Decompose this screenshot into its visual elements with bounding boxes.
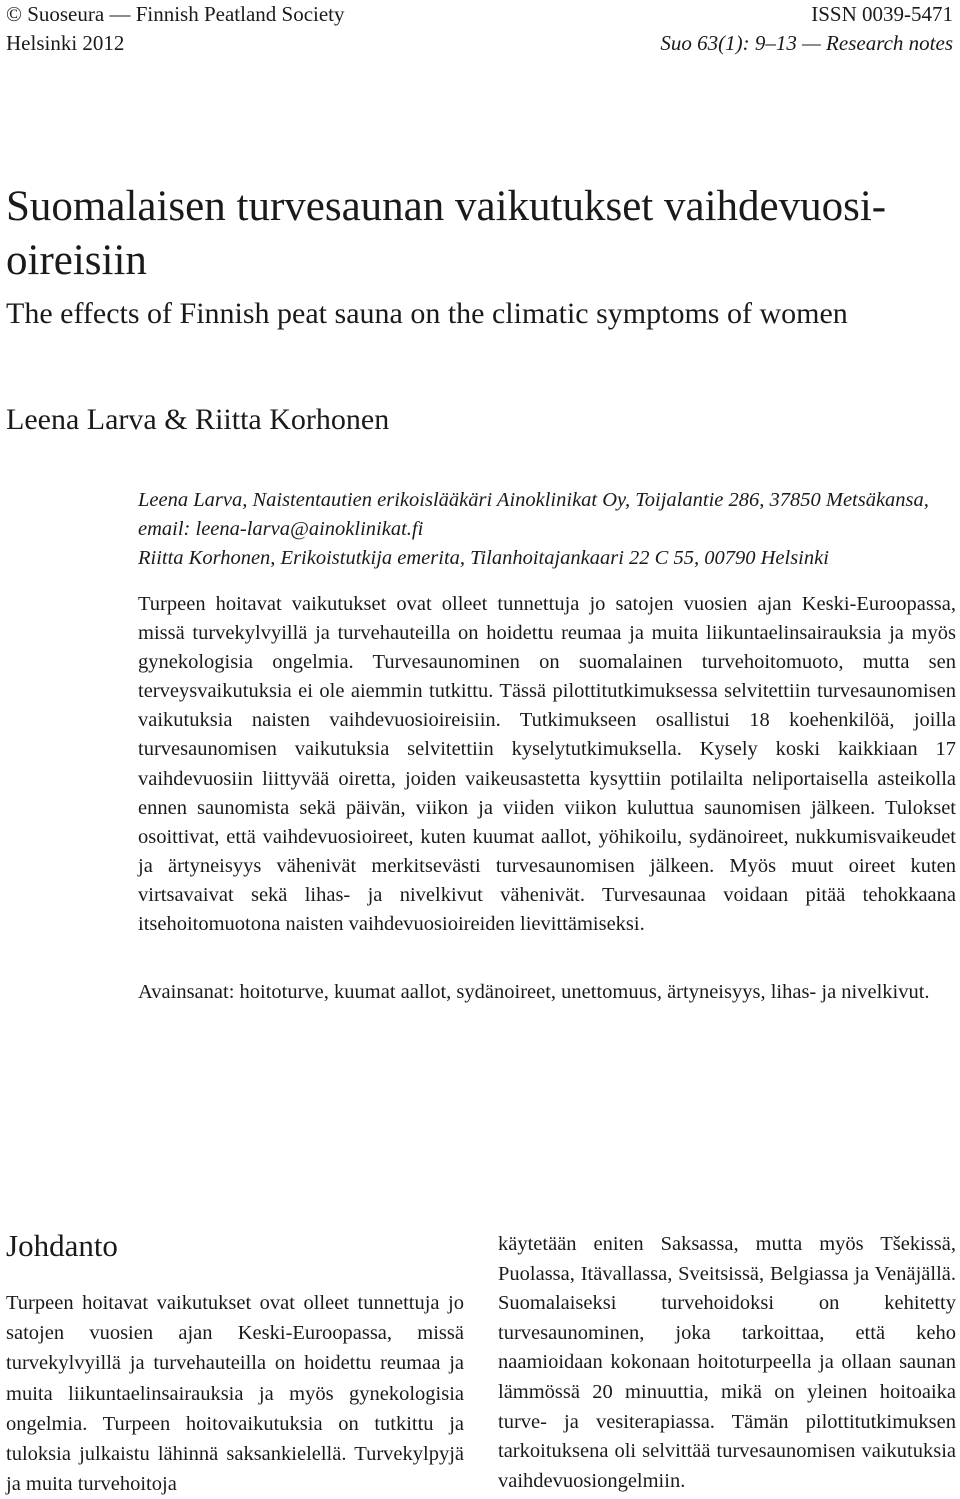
affiliation-2: Riitta Korhonen, Erikoistutkija emerita, Tilanhoitajankaari 22 C 55, 00790 Helsinki: [138, 547, 829, 569]
affiliations: [138, 486, 956, 573]
abstract: Turpeen hoitavat vaikutukset ovat olleet tunnettuja jo satojen vuosien ajan Keski-Euroopassa, missä turvekylvyillä ja turvehauteilla on hoidettu reumaa ja muita liikuntaelinsairauksia ja myös gynekologisia ongelmia. Turvesaunominen on suomalainen turvehoitomuoto, mutta sen terveysvaikutuksia ei ole aiemmin tutkittu. Tässä pilottitutkimuksessa selvitettiin turvesaunomisen vaikutuksia naisten vaihdevuosioireisiin. Tutkimukseen osallistui 18 koehenkilöä, joilla turvesaunomisen vaikutuksia selvitettiin kyselytutkimuksella. Kysely koski kaikkiaan 17 vaihdevuosiin liittyvää oiretta, joiden vaikeusastetta kysyttiin potilailta neliportaisella asteikolla ennen saunomista sekä päivän, viikon ja viiden viikon kuluttua saunomisen jälkeen. Tulokset osoittivat, että vaihdevuosioireet, kuten kuumat aallot, yöhikoilu, sydänoireet, nukkumisvaikeudet ja ärtyneisyys vähenivät merkitsevästi turvesaunomisen jälkeen. Myös muut oireet kuten virtsavaivat sekä lihas- ja nivelkivut vähenivät. Turvesaunaa voidaan pitää tehokkaana itsehoitomuotona naisten vaihdevuosioireiden lievittämiseksi.: [138, 593, 956, 936]
author-list: Leena Larva & Riitta Korhonen: [6, 403, 390, 436]
journal-header-right: [660, 0, 953, 58]
article-subtitle: The effects of Finnish peat sauna on the climatic symptoms of women: [6, 297, 848, 330]
affiliation-1: Leena Larva, Naistentautien erikoislääkäri Ainoklinikat Oy, Toijalantie 286, 37850 Metsäkansa, email: leena-larva@ainoklinikat.fi: [138, 489, 929, 540]
issn-line: ISSN 0039-5471: [811, 2, 953, 26]
intro-left-column: Turpeen hoitavat vaikutukset ovat olleet tunnettuja jo satojen vuosien ajan Keski-Euroopassa, missä turvekylvyillä ja turvehauteilla on hoidettu reumaa ja muita liikuntaelinsairauksia ja myös gynekologisia ongelmia. Turpeen hoitovaikutuksia on tutkittu ja tuloksia julkaistu lähinnä saksankielellä. Turvekylpyjä ja muita turvehoitoja: [6, 1292, 464, 1496]
article-title: Suomalaisen turvesaunan vaikutukset vaihdevuosioireisiin: [6, 183, 887, 284]
keywords: Avainsanat: hoitoturve, kuumat aallot, sydänoireet, unettomuus, ärtyneisyys, lihas- ja nivelkivut.: [138, 981, 930, 1003]
place-year-line: Helsinki 2012: [6, 31, 125, 55]
intro-right-column: käytetään eniten Saksassa, mutta myös Tšekissä, Puolassa, Itävallassa, Sveitsissä, Belgiassa ja Venäjällä. Suomalaiseksi turvehoidoksi on kehitetty turvesaunominen, joka tarkoittaa, että keho naamioidaan kokonaan hoitoturpeella ja ollaan saunan lämmössä 20 minuuttia, mikä on yleinen hoitoaika turve- ja vesiterapiassa. Tämän pilottitutkimuksen tarkoituksena oli selvittää turvesaunomisen vaikutuksia vaihdevuosiongelmiin.: [498, 1233, 956, 1492]
section-heading-intro: Johdanto: [6, 1228, 118, 1263]
copyright-line: © Suoseura — Finnish Peatland Society: [6, 2, 345, 26]
citation-line: Suo 63(1): 9–13 — Research notes: [660, 31, 953, 55]
journal-header-left: [6, 0, 345, 58]
